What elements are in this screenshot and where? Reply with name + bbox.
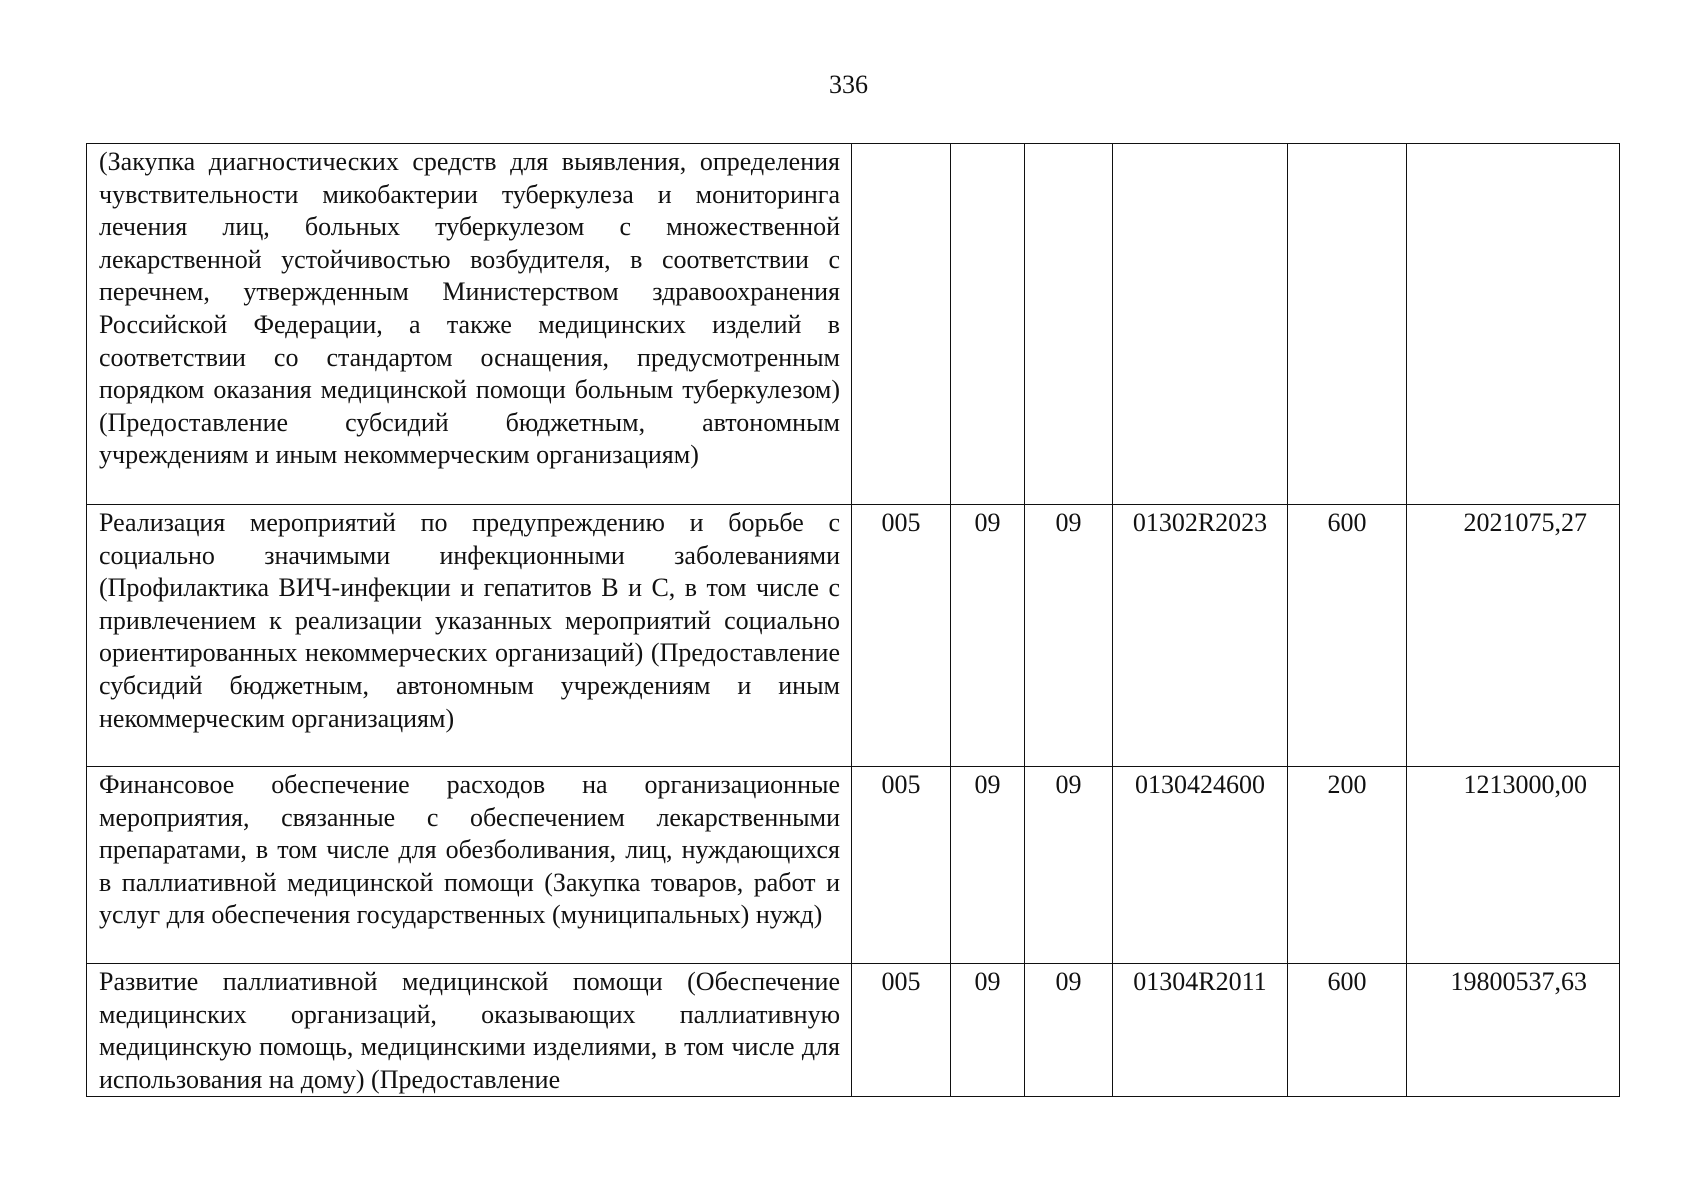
cell-amount: 2021075,27 <box>1407 505 1620 767</box>
cell-vr: 200 <box>1288 767 1407 964</box>
cell-vr <box>1288 144 1407 505</box>
cell-rz: 09 <box>951 964 1025 1097</box>
cell-amount: 1213000,00 <box>1407 767 1620 964</box>
cell-grbs <box>852 144 951 505</box>
cell-grbs: 005 <box>852 505 951 767</box>
cell-pr: 09 <box>1025 505 1113 767</box>
cell-pr: 09 <box>1025 964 1113 1097</box>
table-row <box>87 767 1620 964</box>
row-description: Реализация мероприятий по предупреждению и борьбе с социально значимыми инфекционными заболеваниями (Профилактика ВИЧ-инфекции и гепатитов В и С, в том числе с привлечением к реализации указанных мероприятий социально ориентированных некоммерческих организаций) (Предоставление субсидий бюджетным, автономным учреждениям и иным некоммерческим организациям) <box>87 505 852 767</box>
cell-csr: 01302R2023 <box>1113 505 1288 767</box>
cell-csr: 01304R2011 <box>1113 964 1288 1097</box>
cell-pr: 09 <box>1025 767 1113 964</box>
cell-vr: 600 <box>1288 964 1407 1097</box>
cell-csr <box>1113 144 1288 505</box>
table-row <box>87 505 1620 767</box>
budget-table <box>86 143 1620 1097</box>
cell-pr <box>1025 144 1113 505</box>
row-description: Финансовое обеспечение расходов на организационные мероприятия, связанные с обеспечением лекарственными препаратами, в том числе для обезболивания, лиц, нуждающихся в паллиативной медицинской помощи (Закупка товаров, работ и услуг для обеспечения государственных (муниципальных) нужд) <box>87 767 852 964</box>
table-row <box>87 144 1620 505</box>
cell-vr: 600 <box>1288 505 1407 767</box>
cell-grbs: 005 <box>852 964 951 1097</box>
table-row <box>87 964 1620 1097</box>
page-number: 336 <box>829 70 868 99</box>
cell-rz: 09 <box>951 767 1025 964</box>
cell-amount: 19800537,63 <box>1407 964 1620 1097</box>
cell-amount <box>1407 144 1620 505</box>
cell-rz: 09 <box>951 505 1025 767</box>
cell-rz <box>951 144 1025 505</box>
row-description: (Закупка диагностических средств для выявления, определения чувствительности микобактерии туберкулеза и мониторинга лечения лиц, больных туберкулезом с множественной лекарственной устойчивостью возбудителя, в соответствии с перечнем, утвержденным Министерством здравоохранения Российской Федерации, а также медицинских изделий в соответствии со стандартом оснащения, предусмотренным порядком оказания медицинской помощи больным туберкулезом) (Предоставление субсидий бюджетным, автономным учреждениям и иным некоммерческим организациям) <box>87 144 852 505</box>
cell-grbs: 005 <box>852 767 951 964</box>
cell-csr: 0130424600 <box>1113 767 1288 964</box>
row-description: Развитие паллиативной медицинской помощи (Обеспечение медицинских организаций, оказывающих паллиативную медицинскую помощь, медицинскими изделиями, в том числе для использования на дому) (Предоставление <box>87 964 852 1097</box>
